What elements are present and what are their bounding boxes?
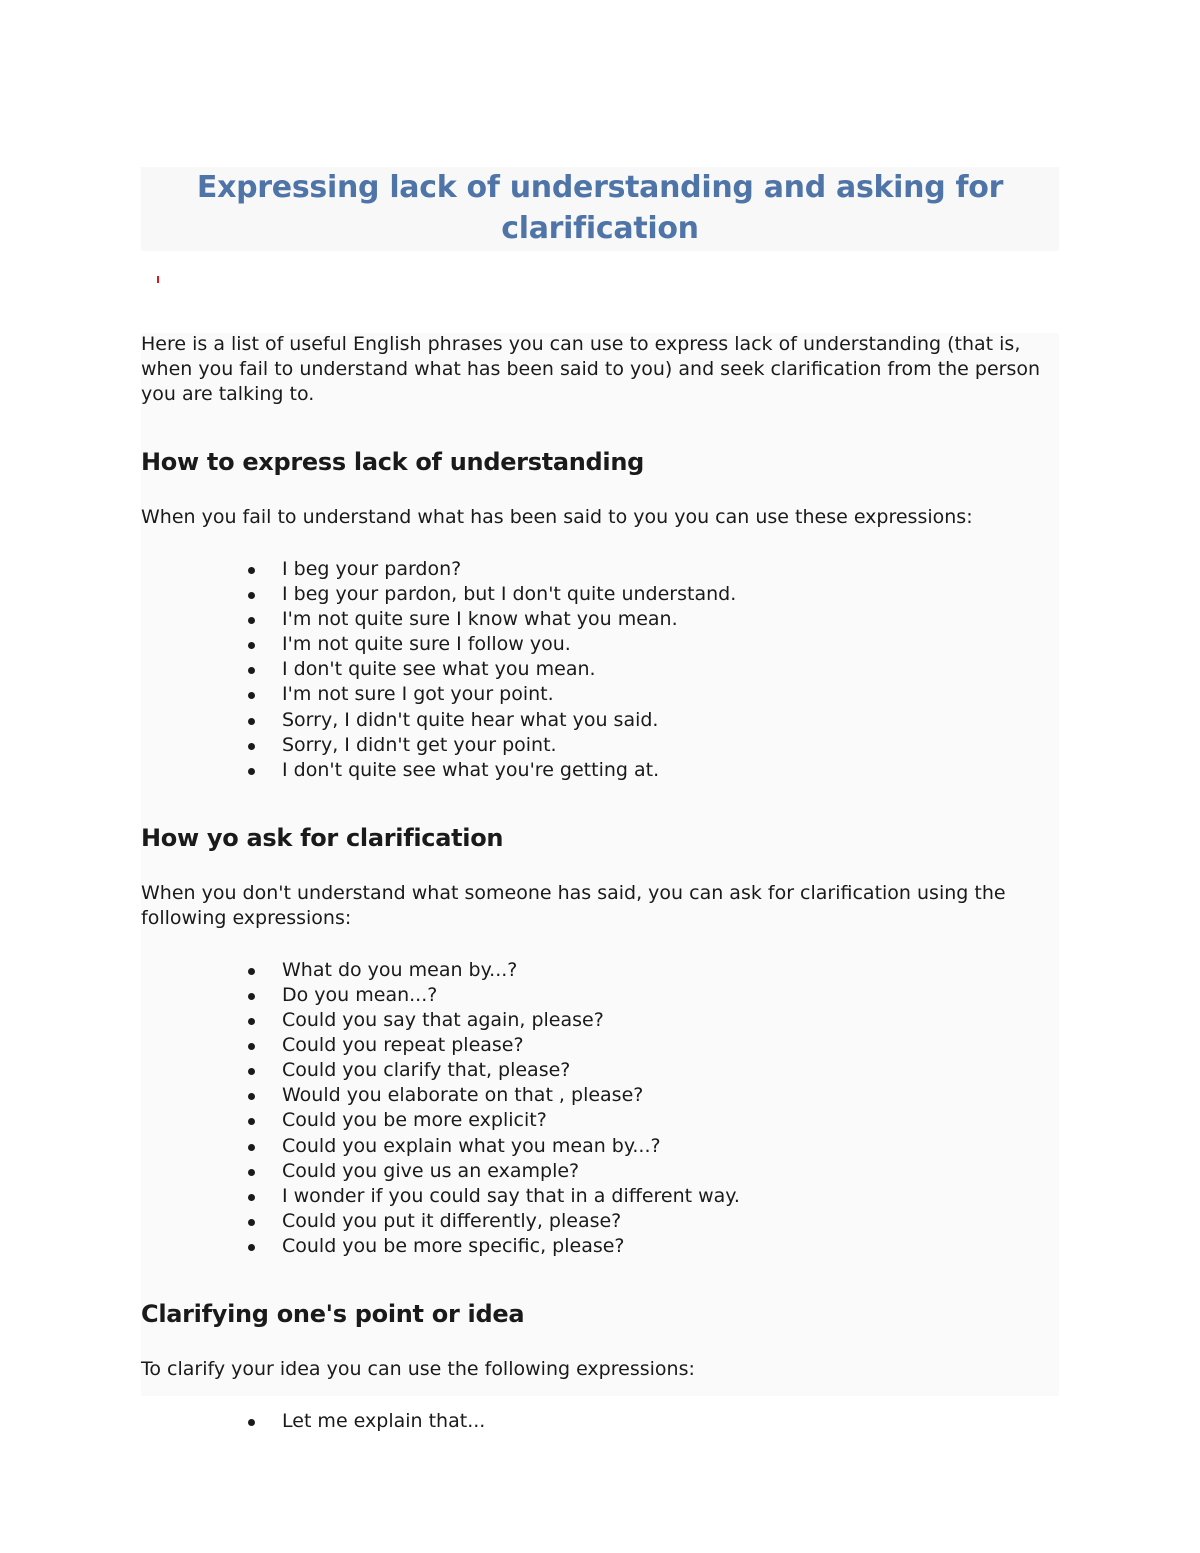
list-item: Could you repeat please? [282,1033,1059,1058]
list-item: Could you be more specific, please? [282,1234,1059,1259]
list-item: What do you mean by...? [282,958,1059,983]
list-item: Could you give us an example? [282,1159,1059,1184]
phrase-list-lack-of-understanding [141,557,1059,783]
list-item: Could you put it differently, please? [282,1209,1059,1234]
document-body [141,332,1059,1434]
phrase-list-clarifying-point [141,1409,1059,1434]
phrase-list-ask-for-clarification [141,958,1059,1259]
section-heading-ask-for-clarification: How yo ask for clarification [141,823,504,852]
list-item: Could you say that again, please? [282,1008,1059,1033]
list-item: Would you elaborate on that , please? [282,1083,1059,1108]
list-item: I'm not quite sure I know what you mean. [282,607,1059,632]
list-item: I beg your pardon? [282,557,1059,582]
list-item: I beg your pardon, but I don't quite understand. [282,582,1059,607]
section-lead-ask-for-clarification: When you don't understand what someone has said, you can ask for clarification using the following expressions: [141,881,1006,929]
red-marker [157,276,159,283]
list-item: Could you clarify that, please? [282,1058,1059,1083]
intro-paragraph: Here is a list of useful English phrases you can use to express lack of understanding (that is, when you fail to understand what has been said to you) and seek clarification from the person you are talking to. [141,333,1041,405]
section-heading-clarifying-point: Clarifying one's point or idea [141,1299,525,1328]
section-lead-lack-of-understanding: When you fail to understand what has been said to you you can use these expressions: [141,506,973,528]
page-title: Expressing lack of understanding and asking for clarification [196,170,1004,246]
list-item: I wonder if you could say that in a different way. [282,1184,1059,1209]
title-block [141,167,1059,251]
list-item: I don't quite see what you're getting at. [282,758,1059,783]
list-item: I don't quite see what you mean. [282,657,1059,682]
section-heading-lack-of-understanding: How to express lack of understanding [141,448,645,476]
list-item: Sorry, I didn't get your point. [282,733,1059,758]
section-lead-clarifying-point: To clarify your idea you can use the following expressions: [141,1357,695,1380]
list-item: I'm not sure I got your point. [282,682,1059,707]
list-item: Sorry, I didn't quite hear what you said. [282,708,1059,733]
list-item: Do you mean...? [282,983,1059,1008]
list-item: Could you explain what you mean by...? [282,1134,1059,1159]
list-item: Let me explain that... [282,1409,1059,1434]
list-item: I'm not quite sure I follow you. [282,632,1059,657]
list-item: Could you be more explicit? [282,1108,1059,1133]
